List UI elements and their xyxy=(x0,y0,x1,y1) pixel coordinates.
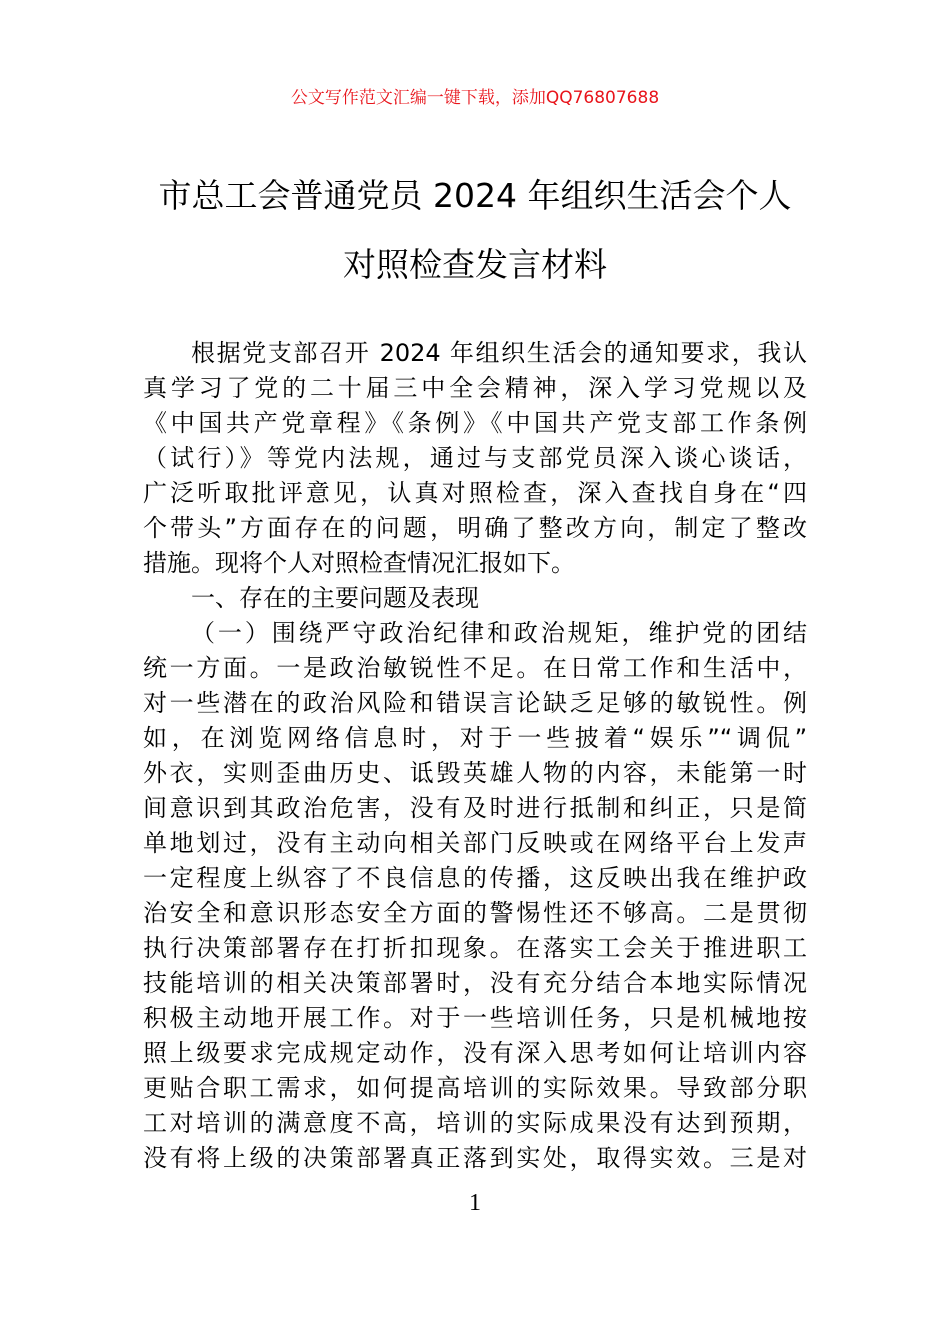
body-line: 真学习了党的二十届三中全会精神，深入学习党规以及 xyxy=(143,374,807,402)
body-line: 外衣，实则歪曲历史、诋毁英雄人物的内容，未能第一时 xyxy=(143,759,807,787)
body-line: 统一方面。一是政治敏锐性不足。在日常工作和生活中， xyxy=(143,654,807,682)
body-line: 间意识到其政治危害，没有及时进行抵制和纠正，只是简 xyxy=(143,794,807,822)
body-line: 一定程度上纵容了不良信息的传播，这反映出我在维护政 xyxy=(143,864,807,892)
body-line: 照上级要求完成规定动作，没有深入思考如何让培训内容 xyxy=(143,1039,807,1067)
body-line: 根据党支部召开 2024 年组织生活会的通知要求，我认 xyxy=(191,339,807,367)
body-line: 工对培训的满意度不高，培训的实际成果没有达到预期， xyxy=(143,1109,807,1137)
body-line: 执行决策部署存在打折扣现象。在落实工会关于推进职工 xyxy=(143,934,807,962)
download-banner: 公文写作范文汇编一键下载，添加QQ76807688 xyxy=(290,88,660,108)
body-line: 对一些潜在的政治风险和错误言论缺乏足够的敏锐性。例 xyxy=(143,689,807,717)
body-line: 《中国共产党章程》《条例》《中国共产党支部工作条例 xyxy=(143,409,807,437)
page-number: 1 xyxy=(469,1190,481,1216)
body-line: （一）围绕严守政治纪律和政治规矩，维护党的团结 xyxy=(191,619,807,647)
body-line: 没有将上级的决策部署真正落到实处，取得实效。三是对 xyxy=(143,1144,807,1172)
body-line: 积极主动地开展工作。对于一些培训任务，只是机械地按 xyxy=(143,1004,807,1032)
document-title-line-1: 市总工会普通党员 2024 年组织生活会个人 xyxy=(158,176,792,215)
body-line: 更贴合职工需求，如何提高培训的实际效果。导致部分职 xyxy=(143,1074,807,1102)
body-line: 技能培训的相关决策部署时，没有充分结合本地实际情况 xyxy=(143,969,807,997)
body-line: 治安全和意识形态安全方面的警惕性还不够高。二是贯彻 xyxy=(143,899,807,927)
body-line: 广泛听取批评意见，认真对照检查，深入查找自身在“四 xyxy=(143,479,807,507)
body-line: 如，在浏览网络信息时，对于一些披着“娱乐”“调侃” xyxy=(143,724,807,752)
section-heading: 一、存在的主要问题及表现 xyxy=(191,584,479,612)
body-line: 单地划过，没有主动向相关部门反映或在网络平台上发声 xyxy=(143,829,807,857)
body-line: 措施。现将个人对照检查情况汇报如下。 xyxy=(143,549,575,577)
document-title-line-2: 对照检查发言材料 xyxy=(343,245,607,284)
body-line: （试行）》等党内法规，通过与支部党员深入谈心谈话， xyxy=(143,444,807,472)
body-line: 个带头”方面存在的问题，明确了整改方向，制定了整改 xyxy=(143,514,807,542)
